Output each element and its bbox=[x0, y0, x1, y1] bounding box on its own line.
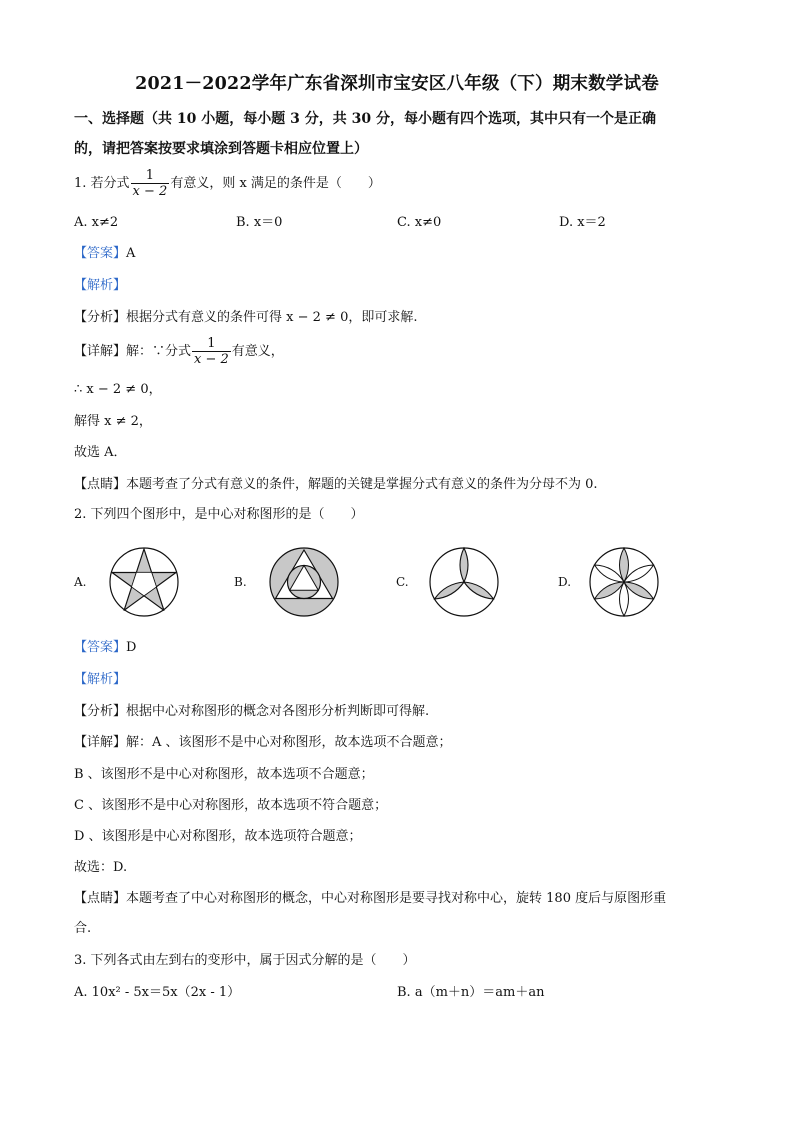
detail-fraction-denominator: x − 2 bbox=[194, 352, 229, 367]
detail-tag: 【详解】 bbox=[74, 344, 127, 359]
section-heading-line-2: 的，请把答案按要求填涂到答题卡相应位置上） bbox=[74, 141, 368, 157]
q2-analysis-tag: 【解析】 bbox=[74, 672, 127, 687]
q1-analysis-tag: 【解析】 bbox=[74, 278, 127, 293]
detail-text: 解：A 、该图形不是中心对称图形，故本选项不合题意； bbox=[126, 735, 452, 750]
q1-option-b: B. x＝0 bbox=[236, 215, 283, 230]
q2-fenxi bbox=[74, 703, 429, 721]
q2-figure-label-c: C. bbox=[396, 575, 409, 589]
comment-text: 本题考查了中心对称图形的概念，中心对称图形是要寻找对称中心，旋转 180 度后与原图形重 bbox=[126, 891, 667, 906]
answer-value: D bbox=[126, 640, 137, 655]
q1-option-c: C. x≠0 bbox=[397, 215, 442, 230]
q2-comment bbox=[74, 890, 666, 908]
fenxi-tag: 【分析】 bbox=[74, 704, 127, 719]
q2-stem: 2. 下列四个图形中，是中心对称图形的是（ ） bbox=[74, 507, 364, 522]
q2-figure-label-d: D. bbox=[558, 575, 572, 589]
q3-option-b: B. a（m＋n）＝am＋an bbox=[397, 985, 545, 1000]
detail-suffix: 有意义， bbox=[231, 344, 284, 359]
q1-step-2: 解得 x ≠ 2， bbox=[74, 414, 152, 429]
comment-tag: 【点睛】 bbox=[74, 477, 127, 492]
section-heading-line-1: 一、选择题（共 10 小题，每小题 3 分，共 30 分，每小题有四个选项，其中只有一个是正确 bbox=[74, 111, 656, 127]
answer-value: A bbox=[126, 246, 136, 261]
q1-fraction-numerator: 1 bbox=[131, 168, 170, 184]
fenxi-tag: 【分析】 bbox=[74, 310, 127, 325]
q1-prefix: 1. 若分式 bbox=[74, 176, 130, 191]
three-petal-figure-icon bbox=[426, 544, 502, 620]
q2-figure-label-b: B. bbox=[234, 575, 247, 589]
comment-text: 本题考查了分式有意义的条件，解题的关键是掌握分式有意义的条件为分母不为 0. bbox=[126, 477, 598, 492]
fenxi-text: 根据中心对称图形的概念对各图形分析判断即可得解. bbox=[126, 704, 430, 719]
q1-fenxi bbox=[74, 309, 417, 327]
fenxi-text: 根据分式有意义的条件可得 x − 2 ≠ 0，即可求解. bbox=[126, 310, 418, 325]
comment-tag: 【点睛】 bbox=[74, 891, 127, 906]
answer-tag: 【答案】 bbox=[74, 246, 127, 261]
q1-detail bbox=[74, 334, 284, 370]
q1-step-1: ∴ x − 2 ≠ 0， bbox=[74, 382, 162, 397]
q2-detail-line-3: C 、该图形不是中心对称图形，故本选项不符合题意； bbox=[74, 798, 388, 813]
detail-tag: 【详解】 bbox=[74, 735, 127, 750]
q1-step-3: 故选 A． bbox=[74, 445, 127, 460]
q2-figure-label-a: A. bbox=[74, 575, 87, 589]
q3-option-a: A. 10x² - 5x＝5x（2x - 1） bbox=[74, 985, 241, 1000]
q1-option-d: D. x＝2 bbox=[559, 215, 606, 230]
page-title: 2021－2022学年广东省深圳市宝安区八年级（下）期末数学试卷 bbox=[135, 74, 659, 94]
q3-stem: 3. 下列各式由左到右的变形中，属于因式分解的是（ ） bbox=[74, 953, 416, 968]
q1-option-a: A. x≠2 bbox=[74, 215, 119, 230]
q2-answer bbox=[74, 639, 136, 657]
q1-answer bbox=[74, 245, 135, 263]
detail-fraction-numerator: 1 bbox=[192, 336, 231, 352]
six-petal-figure-icon bbox=[586, 544, 662, 620]
q2-detail-line-2: B 、该图形不是中心对称图形，故本选项不合题意； bbox=[74, 767, 374, 782]
q2-comment-line-2: 合. bbox=[74, 921, 92, 936]
q2-detail-line-5: 故选：D. bbox=[74, 860, 128, 875]
q2-detail-line-4: D 、该图形是中心对称图形，故本选项符合题意； bbox=[74, 829, 362, 844]
answer-tag: 【答案】 bbox=[74, 640, 127, 655]
q1-fraction-denominator: x − 2 bbox=[132, 184, 168, 199]
detail-prefix: 解：∵分式 bbox=[126, 344, 192, 359]
q1-suffix: 有意义，则 x 满足的条件是（ ） bbox=[170, 176, 381, 191]
triangle-circle-figure-icon bbox=[266, 544, 342, 620]
star-in-circle-figure-icon bbox=[106, 544, 182, 620]
q1-stem bbox=[74, 166, 381, 202]
q1-comment bbox=[74, 476, 598, 494]
q1-fraction bbox=[131, 168, 170, 199]
detail-fraction bbox=[192, 336, 231, 367]
q2-detail-line-1 bbox=[74, 734, 452, 752]
